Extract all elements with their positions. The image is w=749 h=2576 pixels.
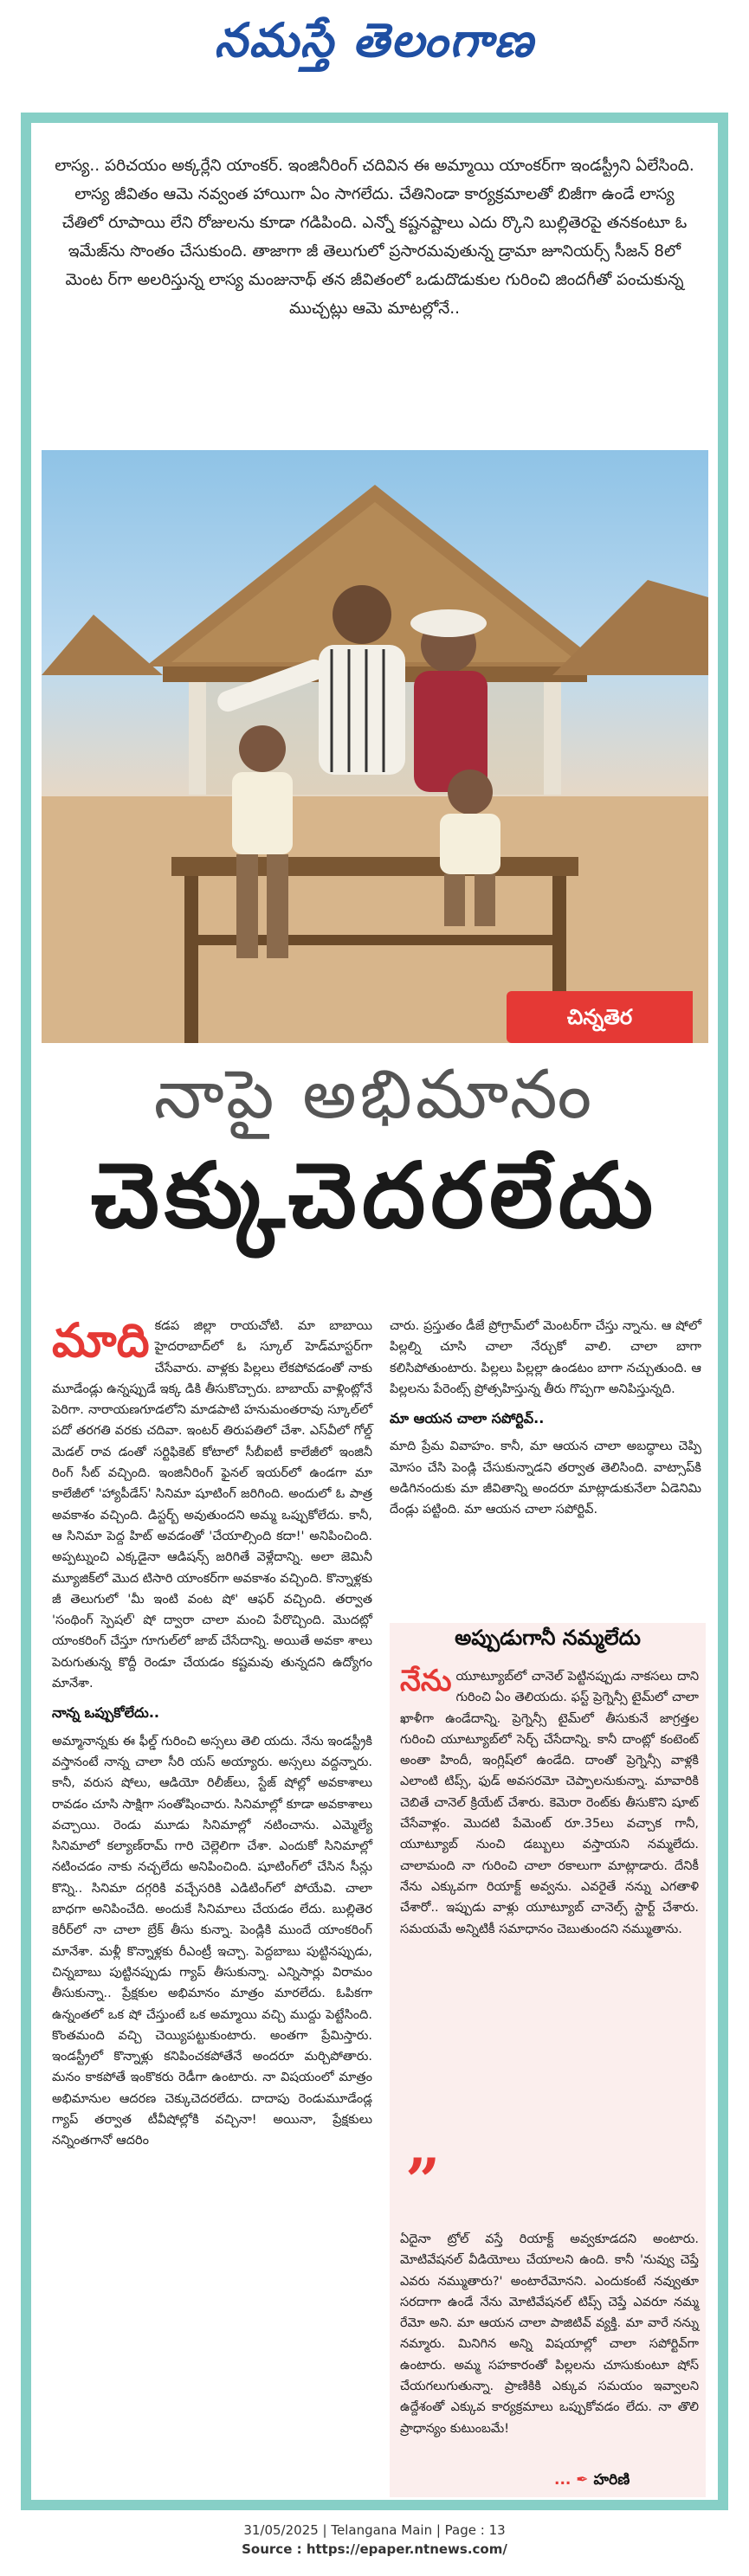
body-paragraph: మాది ప్రేమ వివాహం. కానీ, మా ఆయన చాలా అబద్ధాలు చెప్పి మోసం చేసి పెండ్లి చేసుకున్నాడని తర్వాత తెలిసింది. వాట్సాప్‌కి అడిగినందుకు మా జీవితాన్ని అందరూ మాట్లాడుకునేలా ఏడెనిమి దేండ్లు పట్టింది. మా ఆయన చాలా సపోర్టివ్. (390, 1439, 701, 1517)
dropcap: మాది (52, 1313, 150, 1368)
quote-mark-icon: ” (405, 2145, 441, 2217)
section-badge: చిన్నతెర (507, 991, 693, 1043)
article-column-right (390, 1316, 701, 1521)
body-paragraph: అమ్మానాన్నకు ఈ ఫీల్డ్ గురించి అస్సలు తెలి యదు. నేను ఇండస్ట్రీకి వస్తానంటే నాన్న చాలా సీరి యస్ అయ్యారు. అస్సలు వద్దన్నారు. కానీ, వరుస షోలు, ఆడియో రిలీజ్‌లు, స్టేజ్ షోల్లో అవకాశాలు రావడం చూసి సాక్షిగా సంతోషించారు. సినిమాల్లో కూడా అవకాశాలు వచ్చాయి. రెండు మూడు సినిమాల్లో నటించాను. ఎమ్మెల్యే సినిమాలో కల్యాణ్‌రామ్ గారి చెల్లెలిగా చేశా. ఎందుకో సినిమాల్లో నటించడం నాకు నచ్చలేదు అనిపించింది. షూటింగ్‌లో చేసిన సీన్లు కొన్ని.. సినిమా దగ్గరికి వచ్చేసరికి ఎడిటింగ్‌లో పోయేవి. చాలా బాధగా అనిపించేది. అందుకే సినిమాలు చేయడం లేదు. బుల్లితెర కెరీర్‌లో నా చాలా బ్రేక్ తీసు కున్నా. పెండ్లికి ముందే యాంకరింగ్ మానేశా. మళ్లీ కొన్నాళ్లకు రీఎంట్రీ ఇచ్చా. పెద్దబాబు పుట్టినప్పుడు, చిన్నబాబు పుట్టినప్పుడు గ్యాప్ తీసుకున్నా. ఎన్నిసార్లు విరామం తీసుకున్నా.. ప్రేక్షకుల అభిమానం మాత్రం మారలేదు. ఓపికగా ఉన్నంతలో ఒక షో చేస్తుంటే ఒక అమ్మాయి వచ్చి ముద్దు పెట్టేసింది. కొంతమంది వచ్చి చెయ్యిపట్టుకుంటారు. అంతగా ప్రేమిస్తారు. ఇండస్ట్రీలో కొన్నాళ్లు కనిపించకపోతేనే అందరూ మర్చిపోతారు. మనం కాకపోతే ఇంకొకరు రెడీగా ఉంటారు. నా విషయంలో మాత్రం అభిమానుల ఆదరణ చెక్కుచెదరలేదు. దాదాపు రెండుమూడేండ్ల గ్యాప్ తర్వాత టీవీషోల్లోకి వచ్చినా! అయినా, ప్రేక్షకులు నన్నింతగానో ఆదరిం (52, 1734, 372, 2148)
page-footer (0, 2521, 749, 2559)
footer-source-link[interactable]: Source : https://epaper.ntnews.com/ (242, 2541, 507, 2557)
byline-name: హరిణి (593, 2471, 630, 2489)
body-paragraph: చారు. ప్రస్తుతం డీజే ప్రోగ్రామ్‌లో మెంటర్‌గా చేస్తు న్నాను. ఆ షోలో పిల్లల్ని చూసి చాలా నేర్చుకో వాలి. చాలా బాగా కలిసిపోతుంటారు. పిల్లలు పిల్లల్లా ఉండటం బాగా నచ్చుతుంది. ఆ పిల్లలను పేరెంట్స్ ప్రోత్సహిస్తున్న తీరు గొప్పగా అనిపిస్తున్నది. (390, 1319, 701, 1396)
headline-line1: నాపై అభిమానం (153, 1056, 596, 1134)
article-column-left (52, 1313, 372, 2152)
intro-paragraph: లాస్య.. పరిచయం అక్కర్లేని యాంకర్. ఇంజినీరింగ్ చదివిన ఈ అమ్మాయి యాంకర్‌గా ఇండస్ట్రీని ఏలేసింది. లాస్య జీవితం ఆమె నవ్వంత హాయిగా ఏం సాగలేదు. చేతినిండా కార్యక్రమాలతో బిజీగా ఉండే లాస్య చేతిలో రూపాయి లేని రోజులను కూడా గడిపింది. ఎన్నో కష్టనష్టాలు ఎదు ర్కొని బుల్లితెరపై తనకంటూ ఓ ఇమేజ్‌ను సొంతం చేసుకుంది. తాజాగా జీ తెలుగులో ప్రసారమవుతున్న డ్రామా జూనియర్స్ సీజన్ 8లో మెంట ర్‌గా అలరిస్తున్న లాస్య మంజునాథ్ తన జీవితంలో ఒడుదొడుకుల గురించి జిందగీతో పంచుకున్న ముచ్చట్లు ఆమె మాటల్లోనే.. (55, 157, 694, 318)
sidebar-title: అప్పుడుగానీ నమ్మలేదు (455, 1626, 641, 1650)
family-photo (42, 450, 708, 1043)
subheading: మా ఆయన చాలా సపోర్టివ్.. (390, 1410, 545, 1427)
body-paragraph: కడప జిల్లా రాయచోటి. మా బాబాయి హైదరాబాద్‌లో ఓ స్కూల్ హెడ్‌మాస్టర్‌గా చేసేవారు. వాళ్లకు పిల్లలు లేకపోవడంతో నాకు మూడేండ్లు ఉన్నప్పుడే ఇక్క డికి తీసుకొచ్చారు. బాబాయ్ వాళ్లింట్లోనే పెరిగా. నారాయణగూడలోని మాడపాటి హనుమంతరావు స్కూల్‌లో పదో తరగతి వరకు చదివా. ఇంటర్ తిరుపతిలో చేశా. ఎస్‌వీలో గోల్డ్ మెడల్ రావ డంతో సర్టిఫికెట్ కోటాలో సీబీఐటీ కాలేజీలో ఇంజినీ రింగ్ సీట్ వచ్చింది. ఇంజినీరింగ్ ఫైనల్ ఇయర్‌లో ఉండగా మా కాలేజీలో 'హ్యాపీడేస్' సినిమా షూటింగ్ జరిగింది. అందులో ఓ పాత్ర అవకాశం వచ్చింది. డిస్టర్బ్ అవుతుందని అమ్మ ఒప్పుకోలేదు. కానీ, ఆ సినిమా పెద్ద హిట్ అవడంతో 'చేయాల్సింది కదా!' అనిపించింది. అప్పట్నుంచి ఎక్కడైనా ఆడిషన్స్ జరిగితే వెళ్లేదాన్ని. అలా జెమినీ మ్యూజిక్‌లో మొద టిసారి యాంకర్‌గా అవకాశం వచ్చింది. కొన్నాళ్లకు జీ తెలుగులో 'మీ ఇంటి వంట షో' ఆఫర్ వచ్చింది. తర్వాత 'సంథింగ్ స్పెషల్' షో ద్వారా చాలా మంచి పేరొచ్చింది. మొదట్లో యాంకరింగ్ చేస్తూ గూగుల్‌లో జాబ్ చేసేదాన్ని. అయితే అవకా శాలు పెరుగుతున్న కొద్దీ రెండూ చేయడం కష్టమవు తున్నదని ఉద్యోగం మానేశా. (52, 1319, 372, 1691)
sidebar-paragraph: యూట్యూబ్‌లో చానెల్ పెట్టినప్పుడు నాకసలు దాని గురించి ఏం తెలియదు. ఫస్ట్ ప్రెగ్నెన్సీ టైమ్‌లో చాలా ఖాళీగా ఉండేదాన్ని. ప్రెగ్నెన్సీ టైమ్‌లో తీసుకునే జాగ్రత్తల గురించి యూట్యూబ్‌లో సెర్చ్ చేసేదాన్ని. కానీ దాంట్లో కంటెంట్ అంతా హిందీ, ఇంగ్లిష్‌లో ఉండేది. దాంతో ప్రెగ్నెన్సీ వాళ్లకి ఎలాంటి టిప్స్, ఫుడ్ అవసరమో చెప్పాలనుకున్నా. మావారికి చెబితే చానెల్ క్రియేట్ చేశారు. కెమెరా రెంట్‌కు తీసుకొని షూట్ చేసేవాళ్లం. మొదటి పేమెంట్ రూ.35లు వచ్చాక గానీ, యూట్యూబ్ నుంచి డబ్బులు వస్తాయని నమ్మలేదు. చాలామంది నా గురించి చాలా రకాలుగా మాట్లాడారు. దేనికీ నేను ఎక్కువగా రియాక్ట్ అవ్వను. ఎవరైతే నన్ను ఎగతాళి చేశారో.. ఇప్పుడు వాళ్లు యూట్యూబ్ చానెల్స్ స్టార్ట్ చేశారు. సమయమే అన్నిటికీ సమాధానం చెబుతుందని నమ్ముతాను. (400, 1670, 699, 1936)
newspaper-logo: నమస్తే తెలంగాణ (214, 12, 535, 68)
headline-line2: చెక్కుచెదరలేదు (90, 1143, 659, 1248)
sidebar-paragraph-2: ఏదైనా ట్రోల్ వస్తే రియాక్ట్ అవ్వకూడదని అంటారు. మోటివేషనల్ వీడియోలు చేయాలని ఉంది. కానీ 'నువ్వు చెప్తే ఎవరు నమ్ముతారు?' అంటారేమోనని. ఎందుకంటే నవ్వుతూ సరదాగా ఉండే నేను మోటివేషనల్ టిప్స్ చెప్తే ఎవరూ నమ్మ రేమో అని. మా ఆయన చాలా పాజిటివ్ వ్యక్తి. మా వారే నన్ను నమ్మారు. మినిగిన అన్ని విషయాల్లో చాలా సపోర్టివ్‌గా ఉంటారు. అమ్మ సహకారంతో పిల్లలను చూసుకుంటూ షోస్ చేయగలుగుతున్నా. ప్రాణికికి ఎక్కువ సమయం ఇవ్వాలని ఉద్దేశంతో ఎక్కువ కార్యక్రమాలు ఒప్పుకోవడం లేదు. నా తొలి ప్రాధాన్యం కుటుంబమే! (400, 2232, 699, 2436)
masthead (0, 0, 749, 104)
pen-icon: ... ✒ (554, 2471, 589, 2489)
sidebar-body (400, 1666, 699, 1940)
byline (554, 2471, 630, 2492)
subheading: నాన్న ఒప్పుకోలేదు.. (52, 1704, 159, 1722)
dropcap: నేను (400, 1664, 452, 1698)
footer-date-line: 31/05/2025 | Telangana Main | Page : 13 (243, 2522, 506, 2538)
family-photo-illustration (42, 450, 708, 1043)
